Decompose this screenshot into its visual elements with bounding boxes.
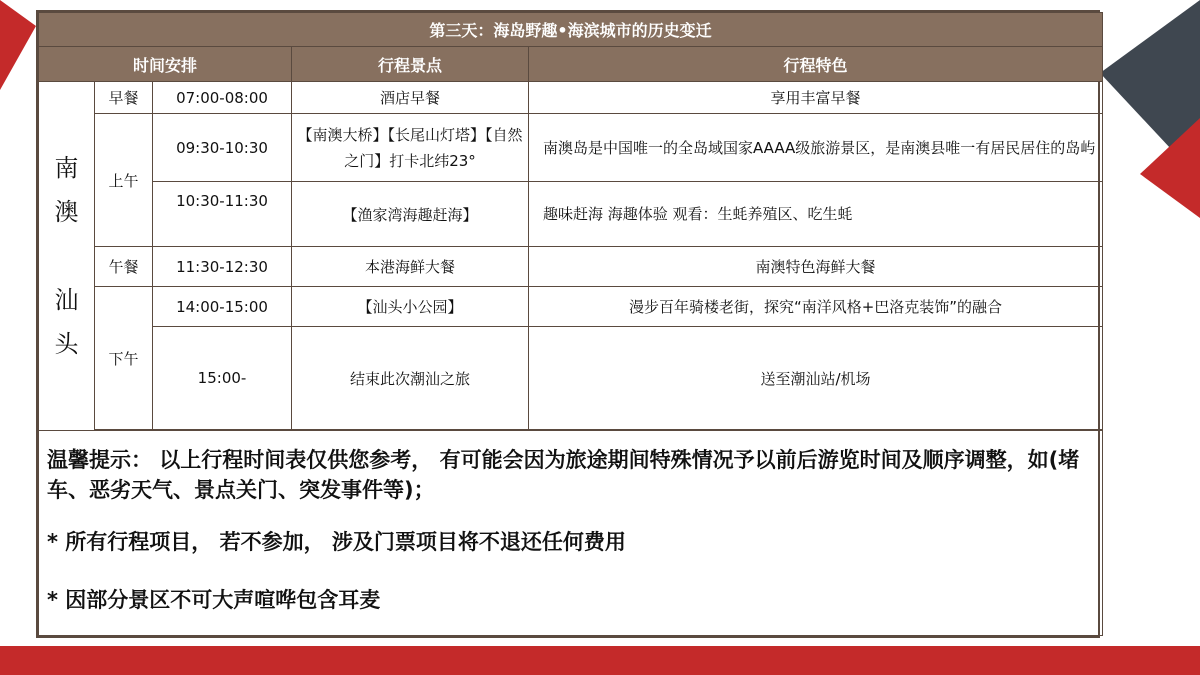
right-red-triangle xyxy=(1140,118,1200,218)
notes-section xyxy=(39,431,1103,636)
feature-cell: 趣味赶海 海趣体验 观看：生蚝养殖区、吃生蚝 xyxy=(529,182,1103,247)
period-lunch: 午餐 xyxy=(95,247,153,287)
period-afternoon: 下午 xyxy=(95,287,153,430)
note-quiet: * 因部分景区不可大声喧哗包含耳麦 xyxy=(47,588,381,612)
location-label: 南澳 汕头 xyxy=(54,154,79,358)
feature-cell: 送至潮汕站/机场 xyxy=(529,327,1103,430)
note-reminder: 温馨提示： 以上行程时间表仅供您参考， 有可能会因为旅途期间特殊情况予以前后游览时间及顺序调整，如(堵车、恶劣天气、景点关门、突发事件等)； xyxy=(47,448,1080,502)
time-cell: 15:00- xyxy=(153,327,292,430)
bottom-red-bar xyxy=(0,646,1200,675)
header-features: 行程特色 xyxy=(529,47,1103,82)
time-cell: 09:30-10:30 xyxy=(153,114,292,182)
time-cell: 10:30-11:30 xyxy=(153,182,292,247)
period-morning: 上午 xyxy=(95,114,153,247)
spot-cell: 【南澳大桥】【长尾山灯塔】【自然之门】打卡北纬23° xyxy=(292,114,529,182)
time-cell: 07:00-08:00 xyxy=(153,82,292,114)
note-tickets: * 所有行程项目， 若不参加， 涉及门票项目将不退还任何费用 xyxy=(47,530,626,554)
spot-cell: 本港海鲜大餐 xyxy=(292,247,529,287)
spot-cell: 酒店早餐 xyxy=(292,82,529,114)
header-spots: 行程景点 xyxy=(292,47,529,82)
feature-cell: 漫步百年骑楼老街，探究“南洋风格+巴洛克装饰”的融合 xyxy=(529,287,1103,327)
spot-cell: 【渔家湾海趣赶海】 xyxy=(292,182,529,247)
time-cell: 14:00-15:00 xyxy=(153,287,292,327)
feature-cell: 享用丰富早餐 xyxy=(529,82,1103,114)
left-red-triangle xyxy=(0,0,36,90)
spot-cell: 【汕头小公园】 xyxy=(292,287,529,327)
spot-cell: 结束此次潮汕之旅 xyxy=(292,327,529,430)
feature-cell: 南澳岛是中国唯一的全岛域国家AAAA级旅游景区，是南澳县唯一有居民居住的岛屿 xyxy=(529,114,1103,182)
itinerary-table xyxy=(36,10,1100,638)
header-time: 时间安排 xyxy=(39,47,292,82)
day-title: 第三天：海岛野趣•海滨城市的历史变迁 xyxy=(39,13,1103,47)
time-cell: 11:30-12:30 xyxy=(153,247,292,287)
feature-cell: 南澳特色海鲜大餐 xyxy=(529,247,1103,287)
period-breakfast: 早餐 xyxy=(95,82,153,114)
location-cell xyxy=(39,82,95,431)
